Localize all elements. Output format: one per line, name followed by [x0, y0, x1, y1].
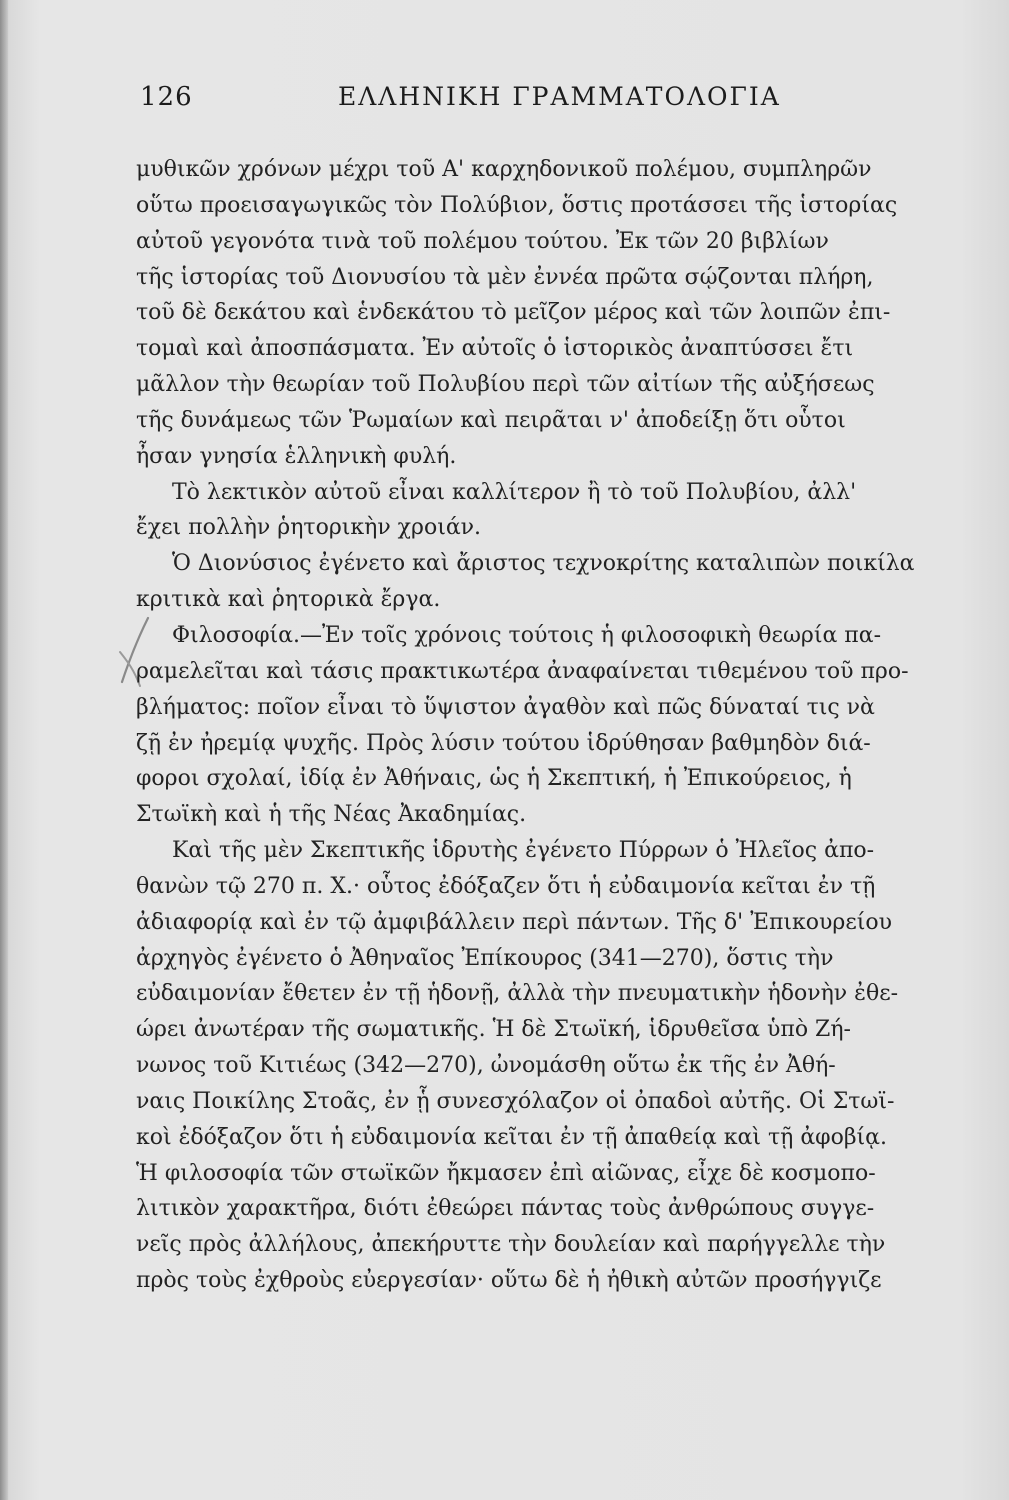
page-edge-shadow: [0, 0, 8, 1500]
text-line: τῆς δυνάμεως τῶν Ῥωμαίων καὶ πειρᾶται ν' ἀποδείξῃ ὅτι οὗτοι: [136, 407, 846, 433]
text-line: τοῦ δὲ δεκάτου καὶ ἑνδεκάτου τὸ μεῖζον μέρος καὶ τῶν λοιπῶν ἐπι-: [136, 300, 891, 326]
text-line: πρὸς τοὺς ἐχθροὺς εὐεργεσίαν· οὕτω δὲ ἡ ἠθικὴ αὐτῶν προσήγγιζε: [136, 1268, 882, 1294]
text-line: Καὶ τῆς μὲν Σκεπτικῆς ἱδρυτὴς ἐγένετο Πύρρων ὁ Ἠλεῖος ἀπο-: [172, 838, 875, 864]
running-title: ΕΛΛΗΝΙΚΗ ΓΡΑΜΜΑΤΟΛΟΓΙΑ: [338, 82, 781, 111]
text-line: ἔχει πολλὴν ῥητορικὴν χροιάν.: [136, 515, 482, 541]
text-line: τομαὶ καὶ ἀποσπάσματα. Ἐν αὐτοῖς ὁ ἱστορικὸς ἀναπτύσσει ἔτι: [136, 336, 854, 362]
text-line: ἀδιαφορίᾳ καὶ ἐν τῷ ἀμφιβάλλειν περὶ πάντων. Τῆς δ' Ἐπικουρείου: [136, 909, 893, 935]
text-line: ώρει ἀνωτέραν τῆς σωματικῆς. Ἡ δὲ Στωϊκή, ἱδρυθεῖσα ὑπὸ Ζή-: [136, 1017, 851, 1043]
text-line: κοὶ ἐδόξαζον ὅτι ἡ εὐδαιμονία κεῖται ἐν τῇ ἀπαθείᾳ καὶ τῇ ἀφοβίᾳ.: [136, 1124, 888, 1150]
text-line: Τὸ λεκτικὸν αὐτοῦ εἶναι καλλίτερον ἢ τὸ τοῦ Πολυβίου, ἀλλ': [172, 479, 857, 505]
text-line: νεῖς πρὸς ἀλλήλους, ἀπεκήρυττε τὴν δουλείαν καὶ παρήγγελλε τὴν: [136, 1232, 886, 1258]
text-line: φοροι σχολαί, ἰδίᾳ ἐν Ἀθήναις, ὡς ἡ Σκεπτική, ἡ Ἐπικούρειος, ἡ: [136, 766, 852, 792]
text-line: ραμελεῖται καὶ τάσις πρακτικωτέρα ἀναφαίνεται τιθεμένου τοῦ προ-: [136, 658, 909, 684]
text-line: Στωϊκὴ καὶ ἡ τῆς Νέας Ἀκαδημίας.: [136, 802, 527, 828]
text-line: μᾶλλον τὴν θεωρίαν τοῦ Πολυβίου περὶ τῶν αἰτίων τῆς αὐξήσεως: [136, 372, 875, 398]
text-line: βλήματος: ποῖον εἶναι τὸ ὕψιστον ἀγαθὸν καὶ πῶς δύναταί τις νὰ: [136, 694, 875, 720]
text-line: νωνος τοῦ Κιτιέως (342—270), ὠνομάσθη οὕτω ἐκ τῆς ἐν Ἀθή-: [136, 1053, 836, 1079]
text-line: Ἡ φιλοσοφία τῶν στωϊκῶν ἤκμασεν ἐπὶ αἰῶνας, εἶχε δὲ κοσμοπο-: [136, 1160, 876, 1186]
text-line: μυθικῶν χρόνων μέχρι τοῦ Α' καρχηδονικοῦ πολέμου, συμπληρῶν: [136, 157, 872, 182]
text-line: οὕτω προεισαγωγικῶς τὸν Πολύβιον, ὅστις προτάσσει τῆς ἱστορίας: [136, 192, 898, 218]
text-line: κριτικὰ καὶ ῥητορικὰ ἔργα.: [136, 587, 441, 613]
text-body: [136, 152, 958, 1299]
text-line: ζῇ ἐν ἠρεμίᾳ ψυχῆς. Πρὸς λύσιν τούτου ἱδρύθησαν βαθμηδὸν διά-: [136, 730, 871, 756]
text-line: λιτικὸν χαρακτῆρα, διότι ἐθεώρει πάντας τοὺς ἀνθρώπους συγγε-: [136, 1196, 875, 1222]
page-number: 126: [140, 82, 193, 112]
text-line: Φιλοσοφία.—Ἐν τοῖς χρόνοις τούτοις ἡ φιλοσοφικὴ θεωρία πα-: [172, 622, 882, 648]
text-line: ἀρχηγὸς ἐγένετο ὁ Ἀθηναῖος Ἐπίκουρος (341—270), ὅστις τὴν: [136, 945, 834, 971]
text-line: εὐδαιμονίαν ἔθετεν ἐν τῇ ἡδονῇ, ἀλλὰ τὴν πνευματικὴν ἡδονὴν ἐθε-: [136, 981, 899, 1007]
text-line: Ὁ Διονύσιος ἐγένετο καὶ ἄριστος τεχνοκρίτης καταλιπὼν ποικίλα: [172, 551, 915, 577]
text-line: αὐτοῦ γεγονότα τινὰ τοῦ πολέμου τούτου. Ἐκ τῶν 20 βιβλίων: [136, 228, 829, 254]
text-line: ναις Ποικίλης Στοᾶς, ἐν ᾗ συνεσχόλαζον οἱ ὀπαδοὶ αὐτῆς. Οἱ Στωϊ-: [136, 1088, 895, 1114]
running-head: [140, 82, 960, 122]
text-line: θανὼν τῷ 270 π. Χ.· οὗτος ἐδόξαζεν ὅτι ἡ εὐδαιμονία κεῖται ἐν τῇ: [136, 873, 876, 899]
text-line: ἦσαν γνησία ἑλληνικὴ φυλή.: [136, 443, 457, 469]
text-line: τῆς ἱστορίας τοῦ Διονυσίου τὰ μὲν ἐννέα πρῶτα σῴζονται πλήρη,: [136, 264, 874, 290]
